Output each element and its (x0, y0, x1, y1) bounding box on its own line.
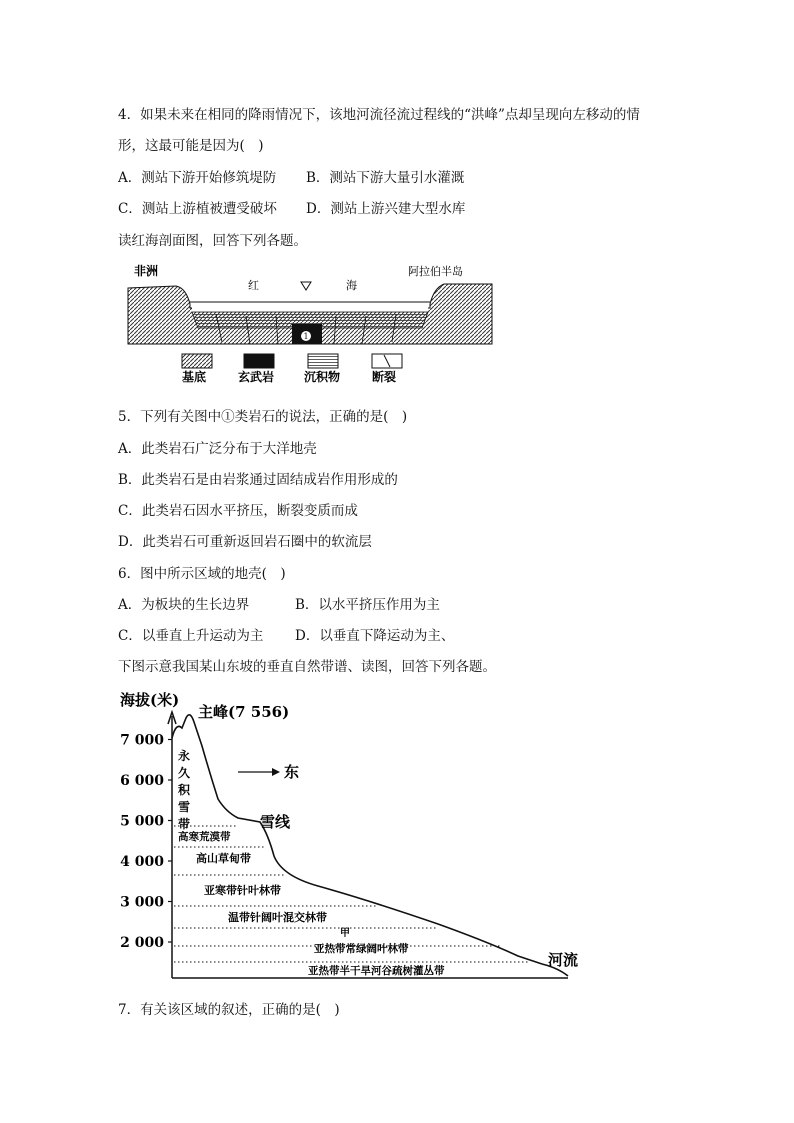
zone-alpine-meadow: 高山草甸带 (196, 852, 251, 865)
svg-text:雪: 雪 (178, 800, 191, 814)
legend-fault-label: 断裂 (372, 370, 397, 384)
y-tick-label: 2 000 (120, 935, 164, 951)
east-label: 东 (284, 763, 300, 781)
q6-options-cd (118, 624, 454, 644)
zone-jia: 甲 (340, 928, 350, 939)
svg-text:带: 带 (178, 817, 191, 831)
q5-stem: 5．下列有关图中①类岩石的说法，正确的是( ) (118, 409, 408, 425)
zone-alpine-desert: 高寒荒漠带 (178, 831, 231, 843)
sea-level-marker (301, 282, 311, 290)
mountain-profile (172, 715, 568, 976)
q6-stem: 6．图中所示区域的地壳( ) (118, 566, 286, 582)
y-tick-label: 6 000 (120, 773, 164, 789)
legend-sediment-swatch (308, 354, 338, 368)
q5-option-a: A．此类岩石广泛分布于大洋地壳 (118, 441, 317, 457)
q4-options-cd (118, 197, 465, 217)
zone-subarctic-conifer: 亚寒带针叶林带 (204, 884, 281, 897)
label-sea: 海 (346, 279, 357, 292)
legend-basalt-label: 玄武岩 (238, 370, 275, 384)
zone-temperate-mixed: 温带针阔叶混交林带 (228, 911, 327, 924)
zone-subtropical-shrub: 亚热带半干旱河谷疏树灌丛带 (308, 965, 445, 977)
svg-text:积: 积 (178, 783, 191, 797)
q6-options-ab (118, 593, 440, 613)
label-arabia: 阿拉伯半岛 (408, 265, 463, 278)
q6-option-a: A．为板块的生长边界 (118, 597, 250, 613)
legend-base-swatch (182, 354, 212, 368)
q4-options-ab (118, 166, 464, 186)
red-sea-profile-figure (126, 262, 494, 386)
peak-label: 主峰(7 556) (198, 703, 290, 721)
y-axis-label: 海拔(米) (120, 691, 180, 709)
river-label: 河流 (548, 951, 579, 969)
q4-option-d: D．测站上游兴建大型水库 (306, 201, 466, 217)
q4-stem-line1: 4．如果未来在相同的降雨情况下，该地河流径流过程线的“洪峰”点却呈现向左移动的情 (118, 107, 640, 123)
q4-option-c: C．测站上游植被遭受破坏 (118, 201, 277, 217)
y-tick-label: 3 000 (120, 894, 164, 911)
label-africa: 非洲 (134, 264, 159, 278)
y-tick-label: 5 000 (120, 813, 164, 830)
east-arrow-head (272, 768, 280, 776)
zone-subtropical-evergreen: 亚热带常绿阔叶林带 (314, 943, 409, 955)
y-tick-label: 4 000 (120, 854, 164, 870)
q5-option-b: B．此类岩石是由岩浆通过固结成岩作用形成的 (118, 472, 398, 488)
q7-stem: 7．有关该区域的叙述，正确的是( ) (118, 1002, 340, 1018)
intro-mountain: 下图示意我国某山东坡的垂直自然带谱、读图，回答下列各题。 (118, 659, 496, 675)
legend-sediment-label: 沉积物 (304, 370, 341, 384)
q6-option-b: B．以水平挤压作用为主 (295, 597, 440, 613)
q4-option-a: A．测站下游开始修筑堤防 (118, 170, 277, 186)
snowline-label: 雪线 (260, 813, 291, 831)
legend-basalt-swatch (244, 354, 274, 368)
label-red: 红 (248, 279, 259, 292)
marker-one: 1 (303, 332, 309, 341)
svg-text:久: 久 (178, 766, 191, 780)
q5-option-c: C．此类岩石因水平挤压，断裂变质而成 (118, 503, 358, 519)
legend-base-label: 基底 (182, 370, 207, 384)
q6-option-d: D．以垂直下降运动为主、 (295, 628, 455, 644)
q4-option-b: B．测站下游大量引水灌溉 (306, 170, 465, 186)
snow-zone-label (178, 748, 191, 831)
y-ticks (120, 733, 172, 952)
sea-water (192, 302, 428, 312)
q5-option-d: D．此类岩石可重新返回岩石圈中的软流层 (118, 534, 372, 550)
mountain-zones-figure (118, 684, 588, 984)
y-tick-label: 7 000 (120, 732, 164, 749)
q4-stem-line2: 形，这最可能是因为( ) (118, 138, 264, 154)
q6-option-c: C．以垂直上升运动为主 (118, 628, 264, 644)
intro-red-sea: 读红海剖面图，回答下列各题。 (118, 233, 307, 249)
svg-text:永: 永 (178, 749, 191, 763)
